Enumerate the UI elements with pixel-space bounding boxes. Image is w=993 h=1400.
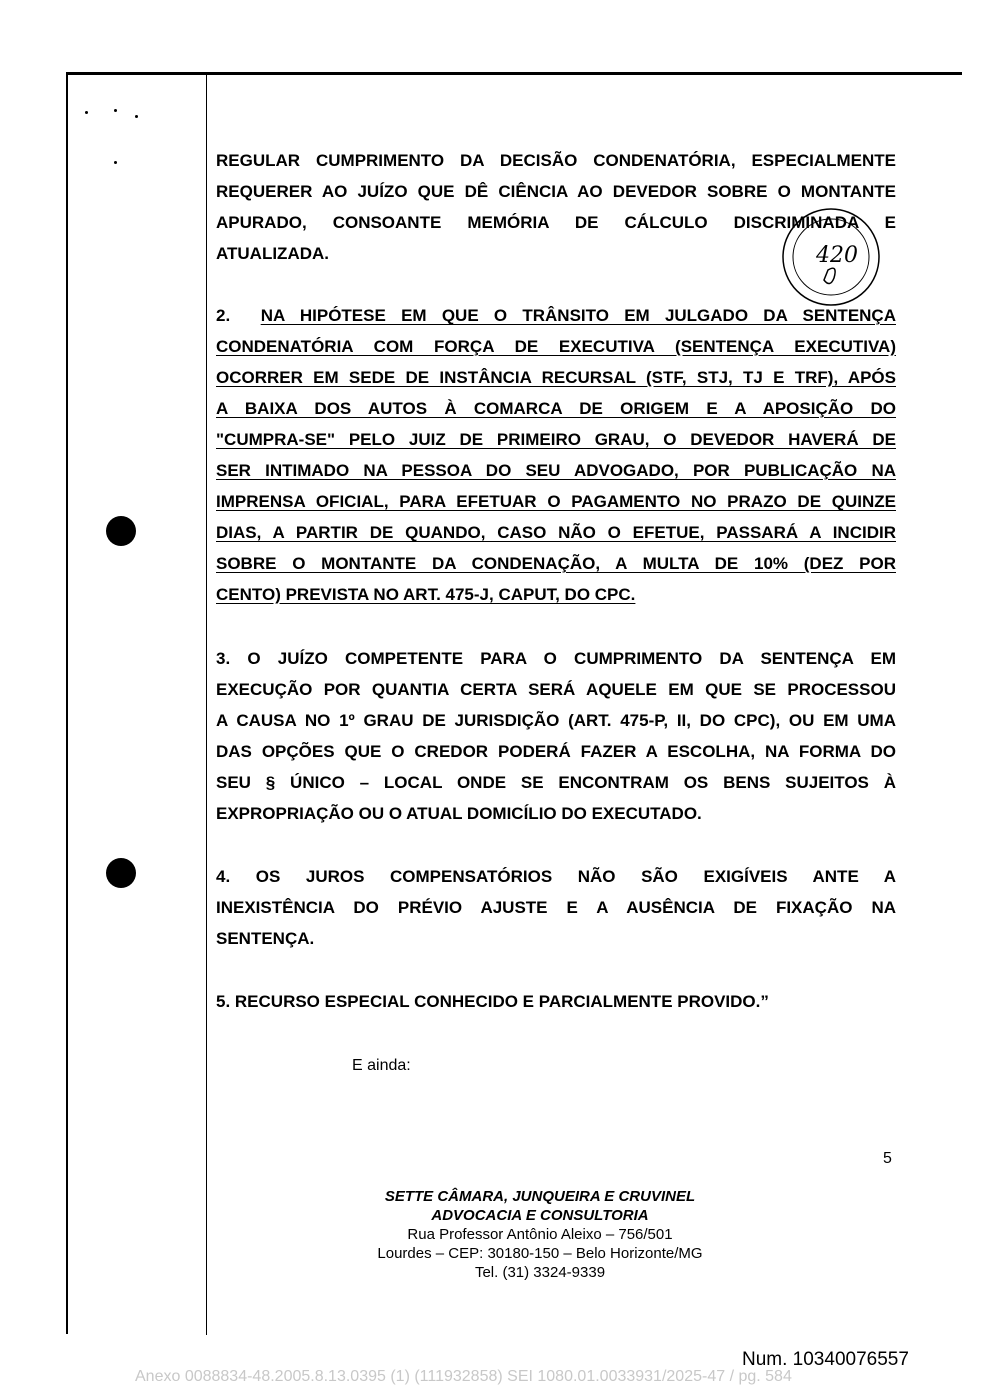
text-line: EXECUÇÃO POR QUANTIA CERTA SERÁ AQUELE EM QUE SE PROCESSOU <box>216 680 896 699</box>
speck <box>135 115 138 118</box>
document-number: Num. 10340076557 <box>742 1349 909 1370</box>
text-line: DIAS, A PARTIR DE QUANDO, CASO NÃO O EFETUE, PASSARÁ A INCIDIR <box>216 523 896 542</box>
paragraph-number: 2. <box>216 306 231 325</box>
speck <box>114 109 117 112</box>
letterhead-footer <box>330 1187 750 1282</box>
frame-left-rule <box>66 72 68 1334</box>
speck <box>85 111 88 114</box>
text-line <box>216 300 896 331</box>
margin-rule <box>206 75 207 1335</box>
paragraph-2 <box>216 300 896 610</box>
text-line: CONDENATÓRIA COM FORÇA DE EXECUTIVA (SENTENÇA EXECUTIVA) <box>216 337 896 356</box>
text-line: SER INTIMADO NA PESSOA DO SEU ADVOGADO, POR PUBLICAÇÃO NA <box>216 461 896 480</box>
text-line: A CAUSA NO 1º GRAU DE JURISDIÇÃO (ART. 475-P, II, DO CPC), OU EM UMA <box>216 711 896 730</box>
text-line: 3. O JUÍZO COMPETENTE PARA O CUMPRIMENTO DA SENTENÇA EM <box>216 649 896 668</box>
text-line: A BAIXA DOS AUTOS À COMARCA DE ORIGEM E A APOSIÇÃO DO <box>216 399 896 418</box>
text-line: SOBRE O MONTANTE DA CONDENAÇÃO, A MULTA DE 10% (DEZ POR <box>216 554 896 573</box>
underlined-text: NA HIPÓTESE EM QUE O TRÂNSITO EM JULGADO DA SENTENÇA <box>260 306 896 325</box>
text-line: 5. RECURSO ESPECIAL CONHECIDO E PARCIALMENTE PROVIDO.” <box>216 992 769 1011</box>
text-line <box>216 579 896 610</box>
text-line: 4. OS JUROS COMPENSATÓRIOS NÃO SÃO EXIGÍVEIS ANTE A <box>216 867 896 886</box>
firm-city: Lourdes – CEP: 30180-150 – Belo Horizonte/MG <box>377 1245 703 1262</box>
frame-top-rule <box>66 72 962 75</box>
text-line: APURADO, CONSOANTE MEMÓRIA DE CÁLCULO DISCRIMINADA E <box>216 213 896 232</box>
punch-hole <box>106 516 136 546</box>
paragraph-3 <box>216 643 896 829</box>
e-ainda: E ainda: <box>352 1057 411 1074</box>
text-line: INEXISTÊNCIA DO PRÉVIO AJUSTE E A AUSÊNCIA DE FIXAÇÃO NA <box>216 898 896 917</box>
underlined-text: CENTO) PREVISTA NO ART. 475-J, CAPUT, DO CPC. <box>216 585 636 604</box>
firm-name: SETTE CÂMARA, JUNQUEIRA E CRUVINEL <box>384 1188 696 1205</box>
text-line: SENTENÇA. <box>216 929 315 948</box>
court-stamp <box>776 202 886 312</box>
paragraph-5 <box>216 986 896 1017</box>
text-line: IMPRENSA OFICIAL, PARA EFETUAR O PAGAMENTO NO PRAZO DE QUINZE <box>216 492 896 511</box>
page-number: 5 <box>883 1150 892 1167</box>
stamp-number: 420 <box>816 243 858 268</box>
paragraph-4 <box>216 861 896 954</box>
text-line: DAS OPÇÕES QUE O CREDOR PODERÁ FAZER A ESCOLHA, NA FORMA DO <box>216 742 896 761</box>
text-line: EXPROPRIAÇÃO OU O ATUAL DOMICÍLIO DO EXECUTADO. <box>216 804 702 823</box>
text-line: SEU § ÚNICO – LOCAL ONDE SE ENCONTRAM OS BENS SUJEITOS À <box>216 773 896 792</box>
text-line: "CUMPRA-SE" PELO JUIZ DE PRIMEIRO GRAU, O DEVEDOR HAVERÁ DE <box>216 430 896 449</box>
punch-hole <box>106 858 136 888</box>
text-line: ATUALIZADA. <box>216 244 329 263</box>
text-line: REGULAR CUMPRIMENTO DA DECISÃO CONDENATÓRIA, ESPECIALMENTE <box>216 151 896 170</box>
speck <box>114 161 117 164</box>
firm-phone: Tel. (31) 3324-9339 <box>474 1264 606 1281</box>
firm-address: Rua Professor Antônio Aleixo – 756/501 <box>407 1226 673 1243</box>
text-line: OCORRER EM SEDE DE INSTÂNCIA RECURSAL (STF, STJ, TJ E TRF), APÓS <box>216 368 896 387</box>
text-line: REQUERER AO JUÍZO QUE DÊ CIÊNCIA AO DEVEDOR SOBRE O MONTANTE <box>216 182 896 201</box>
annex-watermark: Anexo 0088834-48.2005.8.13.0395 (1) (111932858) SEI 1080.01.0033931/2025-47 / pg. 584 <box>135 1368 792 1385</box>
firm-subtitle: ADVOCACIA E CONSULTORIA <box>431 1207 649 1224</box>
